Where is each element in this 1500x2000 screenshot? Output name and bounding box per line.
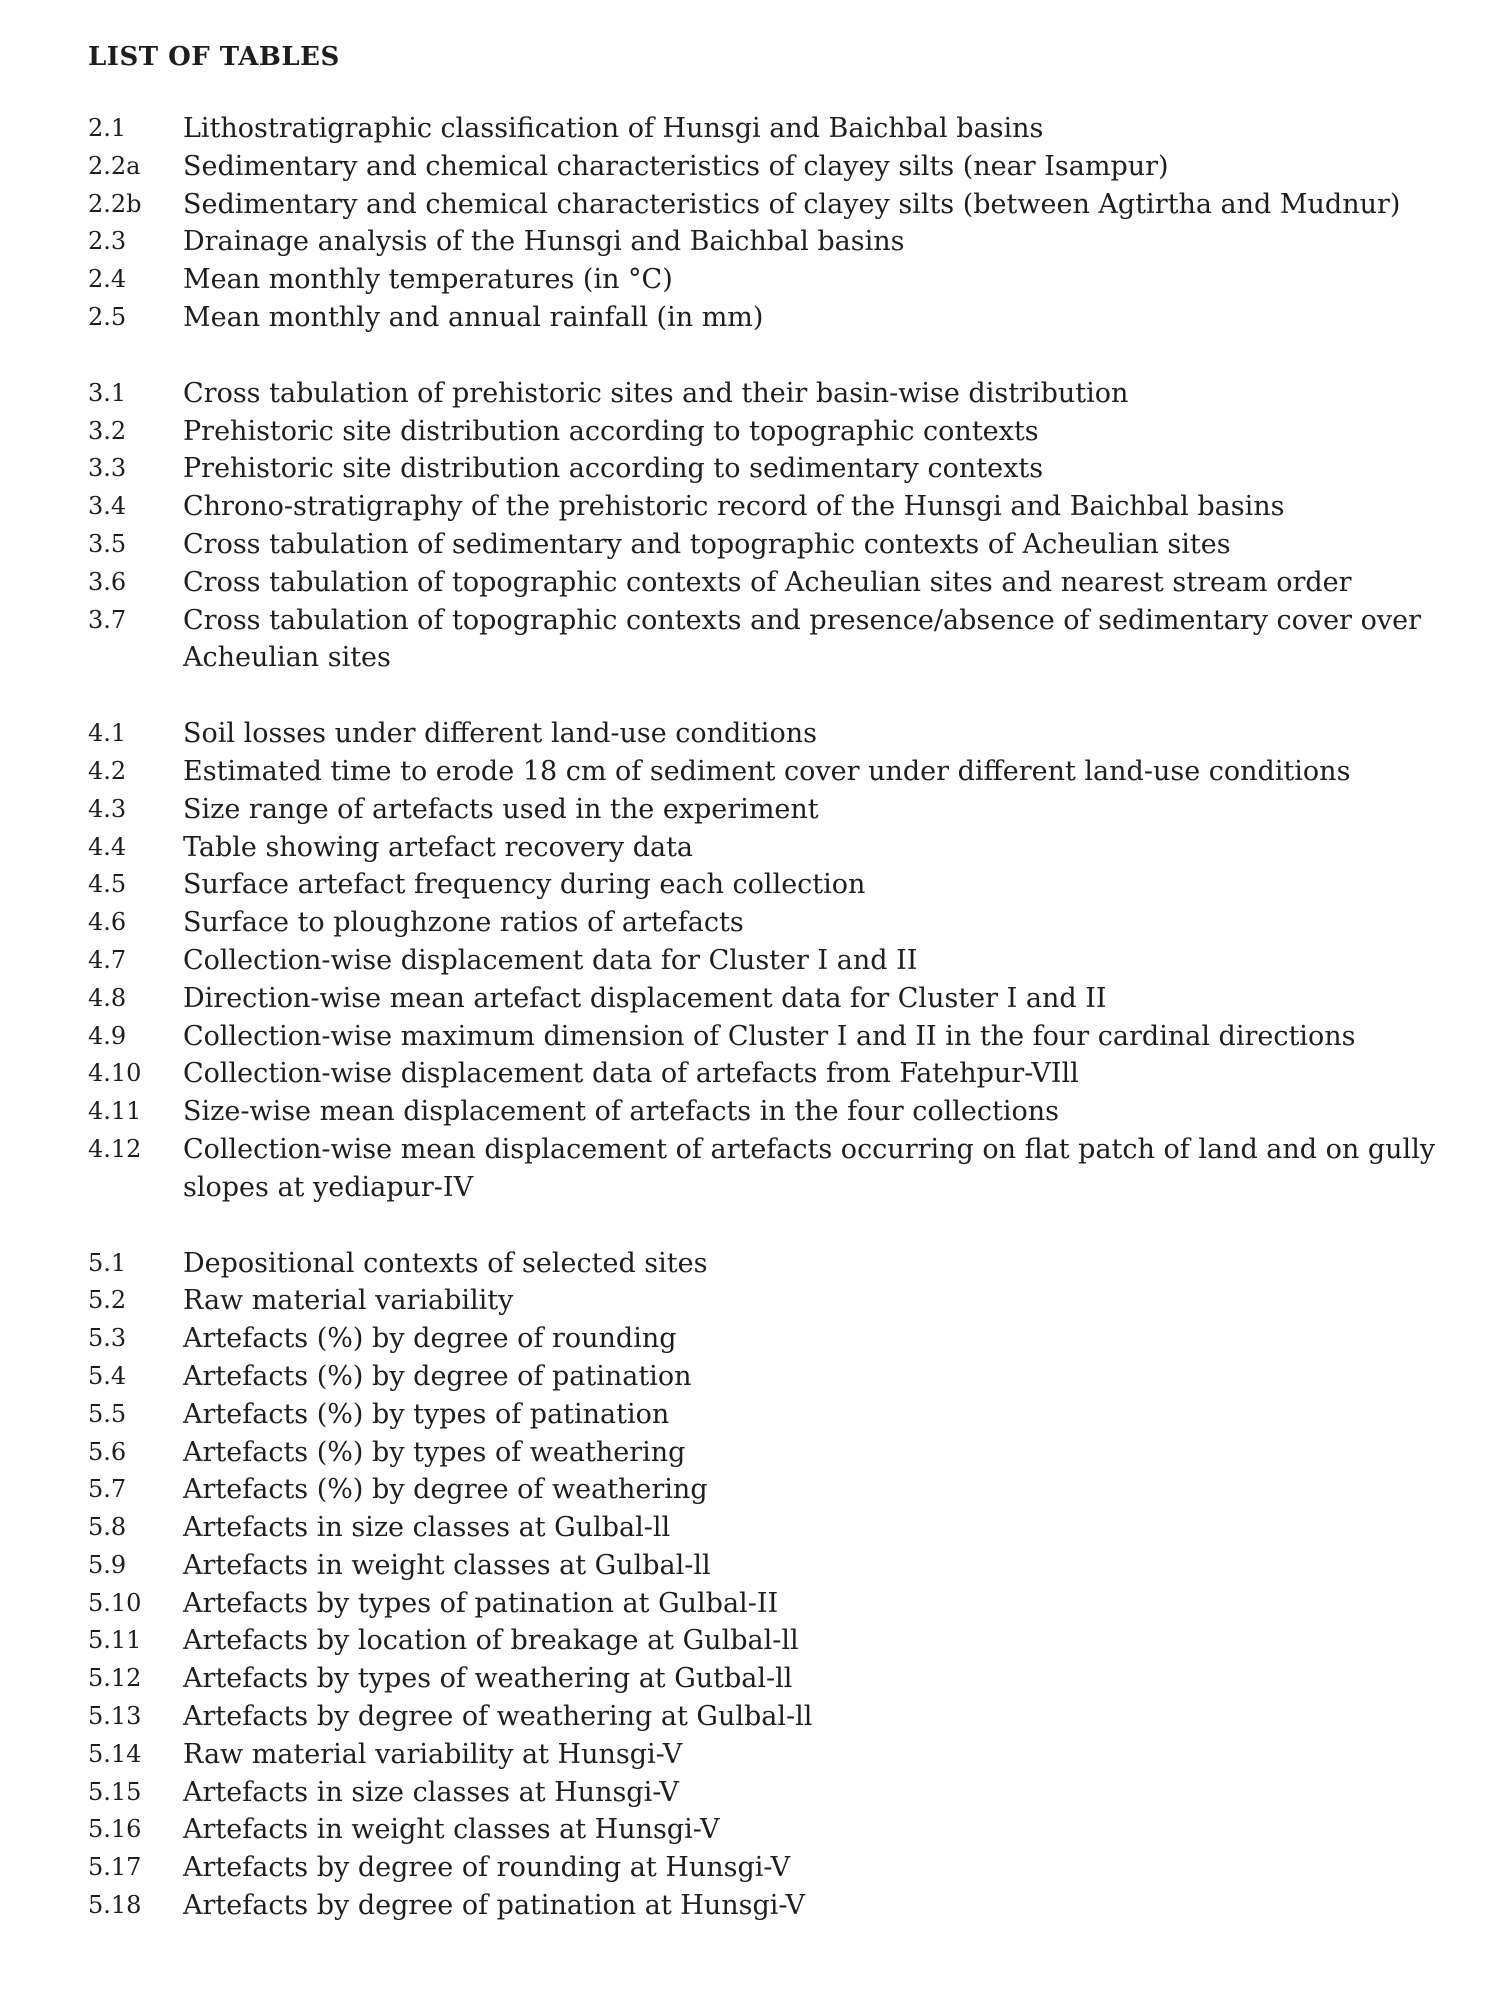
table-list-entry <box>88 375 1500 413</box>
table-title: Artefacts in weight classes at Hunsgi-V <box>183 1814 720 1846</box>
table-list-entry <box>88 1471 1500 1509</box>
table-title: Artefacts (%) by types of weathering <box>183 1436 686 1468</box>
table-number: 5.15 <box>88 1777 142 1806</box>
table-number: 4.9 <box>88 1021 127 1050</box>
table-number: 3.3 <box>88 454 127 483</box>
table-number: 3.2 <box>88 416 127 445</box>
table-number: 5.7 <box>88 1475 127 1504</box>
table-list-section <box>88 375 1500 677</box>
table-title: Artefacts in weight classes at Gulbal-ll <box>183 1549 711 1581</box>
table-list-entry <box>88 904 1500 942</box>
table-title: Collection-wise displacement data for Cluster I and II <box>183 944 918 976</box>
table-title: Artefacts (%) by types of patination <box>183 1398 670 1430</box>
table-list-entry <box>88 413 1500 451</box>
table-list-entry <box>88 829 1500 867</box>
table-number: 5.9 <box>88 1550 127 1579</box>
table-title: Artefacts by degree of weathering at Gulbal-ll <box>183 1701 813 1733</box>
table-number: 4.1 <box>88 719 127 748</box>
table-title: Size range of artefacts used in the experiment <box>183 793 819 825</box>
table-title: Sedimentary and chemical characteristics of clayey silts (near Isampur) <box>183 150 1169 182</box>
table-list-entry <box>88 299 1500 337</box>
table-list-entry <box>88 1547 1500 1585</box>
table-list-entry <box>88 450 1500 488</box>
table-number: 2.2b <box>88 189 142 218</box>
table-title: Collection-wise maximum dimension of Cluster I and II in the four cardinal directions <box>183 1020 1356 1052</box>
table-title: Collection-wise displacement data of artefacts from Fatehpur-VIll <box>183 1058 1079 1090</box>
table-title: Cross tabulation of sedimentary and topographic contexts of Acheulian sites <box>183 528 1231 560</box>
table-number: 5.3 <box>88 1324 127 1353</box>
table-list-entry <box>88 1282 1500 1320</box>
table-list-entry <box>88 1396 1500 1434</box>
table-title: Prehistoric site distribution according to sedimentary contexts <box>183 453 1044 485</box>
table-title: Cross tabulation of topographic contexts of Acheulian sites and nearest stream order <box>183 566 1352 598</box>
table-title: Size-wise mean displacement of artefacts in the four collections <box>183 1096 1059 1128</box>
table-list-entry <box>88 715 1500 753</box>
table-number: 4.12 <box>88 1134 142 1163</box>
table-list-entry <box>88 261 1500 299</box>
table-number: 5.5 <box>88 1399 127 1428</box>
table-title: Cross tabulation of topographic contexts and presence/absence of sedimentary cover over Acheulian sites <box>183 604 1422 674</box>
table-list-entry <box>88 110 1500 148</box>
table-list-section <box>88 1245 1500 1925</box>
table-list-entry <box>88 1358 1500 1396</box>
table-number: 5.1 <box>88 1248 127 1277</box>
table-number: 5.17 <box>88 1853 142 1882</box>
table-title: Artefacts (%) by degree of patination <box>183 1360 692 1392</box>
table-number: 5.10 <box>88 1588 142 1617</box>
table-number: 5.8 <box>88 1513 127 1542</box>
table-list-entry <box>88 1585 1500 1623</box>
table-list-entry <box>88 866 1500 904</box>
table-title: Artefacts (%) by degree of rounding <box>183 1323 677 1355</box>
table-list-entry <box>88 1320 1500 1358</box>
table-title: Surface artefact frequency during each collection <box>183 869 866 901</box>
table-list-entry <box>88 526 1500 564</box>
table-list-entry <box>88 1509 1500 1547</box>
table-number: 4.2 <box>88 756 127 785</box>
table-number: 3.6 <box>88 567 127 596</box>
table-list-entry <box>88 148 1500 186</box>
table-number: 5.6 <box>88 1437 127 1466</box>
table-list-entry <box>88 186 1500 224</box>
table-title: Collection-wise mean displacement of artefacts occurring on flat patch of land and on gully slopes at yediapur-IV <box>183 1133 1436 1203</box>
table-number: 2.3 <box>88 227 127 256</box>
table-title: Artefacts by types of weathering at Gutbal-ll <box>183 1663 793 1695</box>
table-title: Artefacts in size classes at Gulbal-ll <box>183 1512 671 1544</box>
table-list-entry <box>88 1622 1500 1660</box>
table-list-entry <box>88 791 1500 829</box>
table-title: Raw material variability at Hunsgi-V <box>183 1738 683 1770</box>
table-list-entry <box>88 1055 1500 1093</box>
table-title: Prehistoric site distribution according to topographic contexts <box>183 415 1039 447</box>
table-number: 4.10 <box>88 1059 142 1088</box>
table-number: 2.5 <box>88 302 127 331</box>
table-title: Artefacts (%) by degree of weathering <box>183 1474 708 1506</box>
table-list-entry <box>88 564 1500 602</box>
table-list-entry <box>88 488 1500 526</box>
table-list-entry <box>88 1774 1500 1812</box>
table-title: Drainage analysis of the Hunsgi and Baichbal basins <box>183 226 905 258</box>
page-heading: LIST OF TABLES <box>88 42 340 72</box>
table-number: 5.2 <box>88 1286 127 1315</box>
table-title: Soil losses under different land-use conditions <box>183 718 817 750</box>
table-title: Estimated time to erode 18 cm of sediment cover under different land-use conditions <box>183 755 1351 787</box>
table-number: 3.1 <box>88 378 127 407</box>
table-list-entry <box>88 1434 1500 1472</box>
table-number: 5.16 <box>88 1815 142 1844</box>
table-title: Raw material variability <box>183 1285 514 1317</box>
table-number: 3.4 <box>88 492 127 521</box>
table-title: Sedimentary and chemical characteristics of clayey silts (between Agtirtha and Mudnur) <box>183 188 1401 220</box>
table-list-entry <box>88 1245 1500 1283</box>
table-title: Artefacts by degree of rounding at Hunsgi-V <box>183 1852 791 1884</box>
table-title: Chrono-stratigraphy of the prehistoric record of the Hunsgi and Baichbal basins <box>183 491 1285 523</box>
table-number: 4.11 <box>88 1097 142 1126</box>
table-number: 2.2a <box>88 151 141 180</box>
table-number: 2.4 <box>88 265 127 294</box>
table-list-section <box>88 715 1500 1206</box>
table-number: 4.4 <box>88 832 127 861</box>
table-number: 4.6 <box>88 908 127 937</box>
table-number: 4.8 <box>88 983 127 1012</box>
table-number: 3.5 <box>88 529 127 558</box>
table-list-entry <box>88 1018 1500 1056</box>
table-title: Depositional contexts of selected sites <box>183 1247 708 1279</box>
table-list-entry <box>88 1131 1500 1207</box>
table-list-entry <box>88 942 1500 980</box>
table-title: Artefacts by degree of patination at Hunsgi-V <box>183 1890 806 1922</box>
table-title: Artefacts by types of patination at Gulbal-II <box>183 1587 779 1619</box>
table-list-section <box>88 110 1500 337</box>
table-title: Cross tabulation of prehistoric sites and their basin-wise distribution <box>183 377 1129 409</box>
table-list-entry <box>88 753 1500 791</box>
table-list-entry <box>88 1887 1500 1925</box>
table-title: Surface to ploughzone ratios of artefacts <box>183 907 744 939</box>
table-number: 5.11 <box>88 1626 142 1655</box>
table-number: 5.4 <box>88 1361 127 1390</box>
table-list-entry <box>88 1736 1500 1774</box>
table-title: Artefacts in size classes at Hunsgi-V <box>183 1776 679 1808</box>
table-number: 4.7 <box>88 945 127 974</box>
table-number: 4.5 <box>88 870 127 899</box>
table-number: 5.12 <box>88 1664 142 1693</box>
table-list <box>88 110 1500 1925</box>
table-list-entry <box>88 1811 1500 1849</box>
table-list-entry <box>88 1093 1500 1131</box>
table-list-entry <box>88 1698 1500 1736</box>
table-list-entry <box>88 980 1500 1018</box>
table-title: Mean monthly temperatures (in °C) <box>183 264 673 296</box>
table-list-entry <box>88 1660 1500 1698</box>
table-list-entry <box>88 223 1500 261</box>
table-title: Lithostratigraphic classification of Hunsgi and Baichbal basins <box>183 113 1044 144</box>
table-title: Direction-wise mean artefact displacement data for Cluster I and II <box>183 982 1107 1014</box>
table-number: 5.18 <box>88 1891 142 1920</box>
table-number: 4.3 <box>88 794 127 823</box>
table-number: 5.13 <box>88 1702 142 1731</box>
table-title: Mean monthly and annual rainfall (in mm) <box>183 301 764 333</box>
table-number: 5.14 <box>88 1739 142 1768</box>
table-list-entry <box>88 602 1500 678</box>
table-number: 2.1 <box>88 114 127 142</box>
table-list-entry <box>88 1849 1500 1887</box>
table-title: Artefacts by location of breakage at Gulbal-ll <box>183 1625 799 1657</box>
table-title: Table showing artefact recovery data <box>183 831 694 863</box>
table-number: 3.7 <box>88 605 127 634</box>
